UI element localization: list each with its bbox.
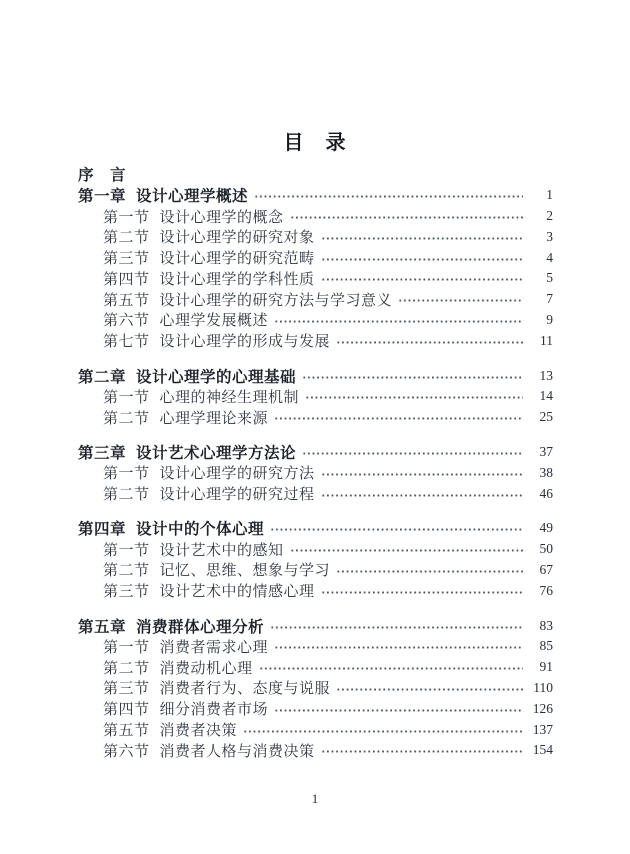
- toc-row-label: 第一节: [103, 542, 150, 559]
- toc-section-row: [78, 636, 553, 657]
- toc-row-label: 第二节: [103, 563, 150, 580]
- dot-leader: [321, 483, 523, 504]
- dot-leader: [336, 330, 523, 351]
- toc-chapter-row: [78, 615, 553, 636]
- toc-row-label: 第五章: [78, 618, 127, 636]
- toc-row-title: 心理学理论来源: [159, 410, 269, 427]
- toc-section-row: [78, 657, 553, 678]
- dot-leader: [274, 698, 523, 719]
- dot-leader: [302, 442, 523, 463]
- toc-row-page-number: 3: [546, 228, 553, 244]
- toc-row-title: 设计心理学的学科性质: [159, 271, 315, 288]
- toc-section-row: [78, 719, 553, 740]
- toc-row-title: 设计心理学的研究对象: [159, 230, 315, 247]
- toc-row-label: 第三节: [103, 251, 150, 268]
- toc-row-title: 设计艺术中的感知: [159, 542, 284, 559]
- dot-leader: [321, 462, 523, 483]
- dot-leader: [270, 615, 523, 636]
- toc-section-row: [78, 289, 553, 310]
- dot-leader: [321, 226, 523, 247]
- toc-row-page-number: 13: [539, 367, 553, 383]
- dot-leader: [290, 206, 523, 227]
- toc-row-page-number: 38: [539, 464, 553, 480]
- dot-leader: [336, 560, 523, 581]
- toc-row-label: 第七节: [103, 334, 150, 351]
- dot-leader: [302, 365, 523, 386]
- toc-row-label: 第四节: [103, 702, 150, 719]
- toc-row-title: 设计艺术心理学方法论: [136, 444, 297, 462]
- toc-chapter-row: [78, 185, 553, 206]
- dot-leader: [336, 678, 523, 699]
- dot-leader: [321, 268, 523, 289]
- toc-section-row: [78, 226, 553, 247]
- dot-leader: [259, 657, 523, 678]
- toc-row-label: 第二章: [78, 368, 127, 386]
- toc-row-label: 第五节: [103, 723, 150, 740]
- toc-section-row: [78, 268, 553, 289]
- toc-section-row: [78, 539, 553, 560]
- toc-section-row: [78, 206, 553, 227]
- dot-leader: [305, 386, 523, 407]
- toc-row-title: 细分消费者市场: [159, 702, 269, 719]
- toc-row-title: 心理学发展概述: [159, 313, 269, 330]
- toc-row-page-number: 4: [546, 249, 553, 265]
- toc-row-label: 第二节: [103, 660, 150, 677]
- toc-row-label: 第六节: [103, 743, 150, 760]
- toc-row-label: 第六节: [103, 313, 150, 330]
- toc-section-row: [78, 560, 553, 581]
- toc-row-title: 消费者需求心理: [159, 639, 269, 656]
- toc-row-page-number: 67: [539, 561, 553, 577]
- toc-chapter-row: [78, 442, 553, 463]
- toc-row-page-number: 50: [539, 541, 553, 557]
- toc-section-row: [78, 698, 553, 719]
- toc-row-label: 第一节: [103, 209, 150, 226]
- dot-leader: [270, 518, 523, 539]
- footer-page-number: 1: [311, 791, 319, 806]
- toc-row-page-number: 37: [539, 443, 553, 459]
- toc-preface-row: [78, 164, 553, 185]
- toc-row-title: 设计心理学概述: [136, 188, 249, 206]
- toc-chapter-row: [78, 365, 553, 386]
- toc-section-row: [78, 678, 553, 699]
- toc-section-row: [78, 330, 553, 351]
- toc-row-page-number: 110: [533, 679, 553, 695]
- toc-row-label: 第三章: [78, 444, 127, 462]
- toc-row-label: 第一节: [103, 389, 150, 406]
- toc-row-title: 消费动机心理: [159, 660, 253, 677]
- toc-row-title: 消费者决策: [159, 723, 238, 740]
- toc-row-page-number: 154: [532, 742, 553, 758]
- toc-row-page-number: 49: [539, 520, 553, 536]
- toc-section-row: [78, 462, 553, 483]
- toc-section-row: [78, 483, 553, 504]
- toc-row-label: 第一节: [103, 466, 150, 483]
- dot-leader: [243, 719, 523, 740]
- toc-row-title: 设计艺术中的情感心理: [159, 584, 315, 601]
- toc-row-page-number: 11: [540, 332, 553, 348]
- toc-row-label: 第四章: [78, 521, 127, 539]
- toc-row-title: 设计心理学的研究方法与学习意义: [159, 292, 393, 309]
- toc-section-row: [78, 386, 553, 407]
- toc-row-page-number: 83: [539, 617, 553, 633]
- toc-section-row: [78, 310, 553, 331]
- toc-row-title: 记忆、思维、想象与学习: [159, 563, 331, 580]
- toc-row-label: 第三节: [103, 681, 150, 698]
- toc-row-label: 第五节: [103, 292, 150, 309]
- toc-row-label: 序 言: [78, 167, 127, 185]
- toc-list: [78, 164, 553, 761]
- toc-row-title: 设计心理学的概念: [159, 209, 284, 226]
- toc-row-label: 第二节: [103, 230, 150, 247]
- toc-row-page-number: 46: [539, 485, 553, 501]
- toc-row-page-number: 14: [539, 388, 553, 404]
- toc-row-label: 第二节: [103, 410, 150, 427]
- dot-leader: [321, 247, 523, 268]
- dot-leader: [398, 289, 523, 310]
- toc-row-label: 第二节: [103, 487, 150, 504]
- toc-row-label: 第一章: [78, 188, 127, 206]
- dot-leader: [321, 580, 523, 601]
- dot-leader: [274, 310, 523, 331]
- dot-leader: [321, 740, 523, 761]
- toc-section-row: [78, 740, 553, 761]
- toc-row-title: 设计中的个体心理: [136, 521, 265, 539]
- toc-section-row: [78, 580, 553, 601]
- dot-leader: [274, 407, 523, 428]
- toc-row-title: 设计心理学的形成与发展: [159, 334, 331, 351]
- toc-row-page-number: 76: [539, 582, 553, 598]
- toc-row-label: 第四节: [103, 271, 150, 288]
- toc-chapter-row: [78, 518, 553, 539]
- page-title: 目 录: [283, 132, 347, 154]
- toc-row-page-number: 25: [539, 409, 553, 425]
- toc-row-title: 设计心理学的研究方法: [159, 466, 315, 483]
- toc-row-title: 设计心理学的心理基础: [136, 368, 297, 386]
- toc-row-title: 设计心理学的研究过程: [159, 487, 315, 504]
- toc-row-page-number: 1: [546, 187, 553, 203]
- toc-row-page-number: 7: [546, 291, 553, 307]
- toc-row-title: 消费者人格与消费决策: [159, 743, 315, 760]
- toc-section-row: [78, 407, 553, 428]
- toc-row-page-number: 9: [546, 311, 553, 327]
- dot-leader: [254, 185, 523, 206]
- toc-row-label: 第三节: [103, 584, 150, 601]
- toc-row-page-number: 91: [539, 659, 553, 675]
- toc-row-page-number: 137: [532, 721, 553, 737]
- toc-row-page-number: 126: [532, 700, 553, 716]
- toc-row-page-number: 5: [546, 270, 553, 286]
- toc-row-page-number: 2: [546, 207, 553, 223]
- toc-row-title: 消费者行为、态度与说服: [159, 681, 331, 698]
- toc-row-title: 设计心理学的研究范畴: [159, 251, 315, 268]
- dot-leader: [290, 539, 523, 560]
- toc-section-row: [78, 247, 553, 268]
- toc-row-page-number: 85: [539, 638, 553, 654]
- toc-row-label: 第一节: [103, 639, 150, 656]
- toc-row-title: 心理的神经生理机制: [159, 389, 300, 406]
- toc-row-title: 消费群体心理分析: [136, 618, 265, 636]
- dot-leader: [274, 636, 523, 657]
